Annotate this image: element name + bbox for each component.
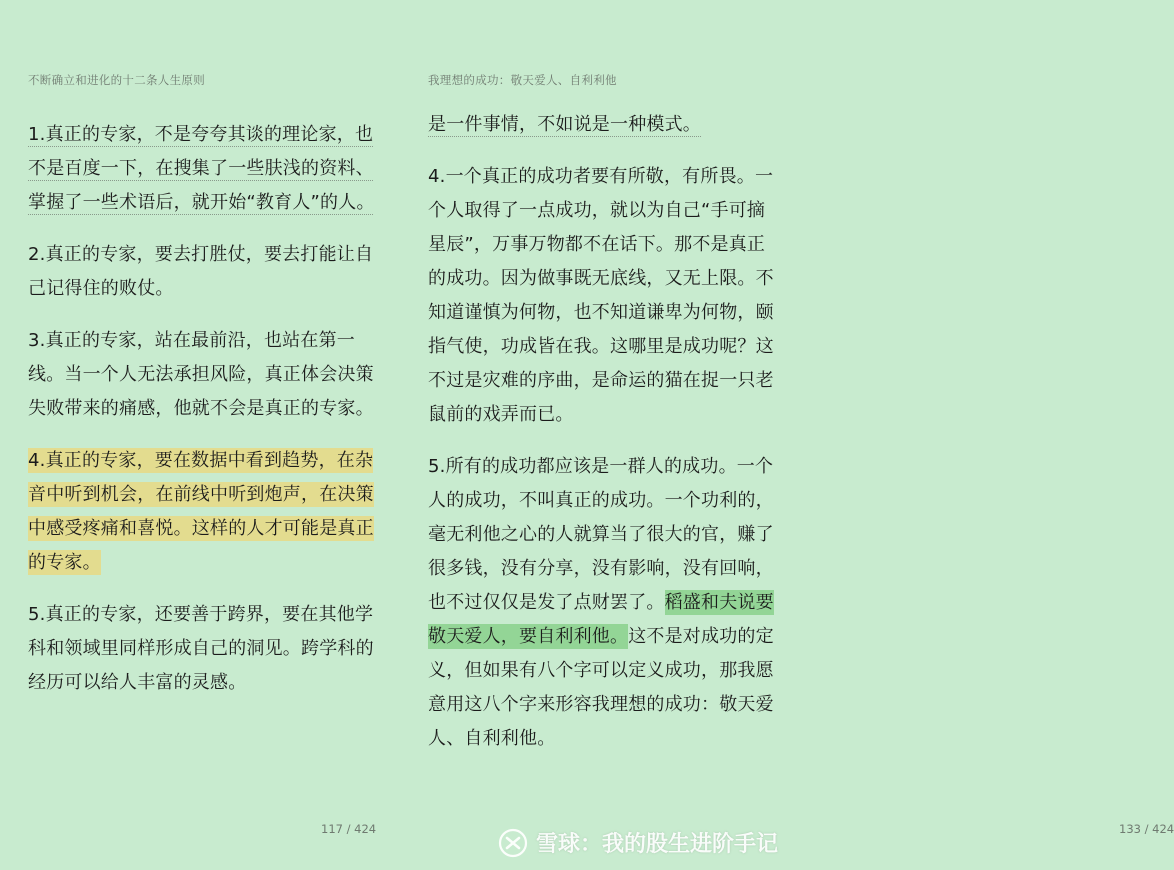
- yellow-highlight[interactable]: 真正的专家，要在数据中看到趋势，在杂音中听到机会，在前线中听到炮声，在决策中感受疼痛和喜悦。这样的人才可能是真正的专家。: [28, 450, 374, 573]
- left-page-number: 117 / 424: [321, 822, 377, 836]
- watermark: [498, 827, 778, 858]
- right-paragraph-5-tail: 不是对成功的定义，但如果有八个字可以定义成功，那我愿意用这八个字来形容我理想的成功：敬天爱人、自利利他。: [428, 626, 774, 749]
- right-page: [400, 0, 1174, 870]
- left-paragraph-5[interactable]: 5.真正的专家，还要善于跨界，要在其他学科和领域里同样形成自己的洞见。跨学科的经历可以给人丰富的灵感。: [28, 604, 374, 693]
- left-paragraph-4[interactable]: [28, 444, 378, 580]
- snowball-logo-icon: [498, 828, 528, 858]
- left-paragraph-2[interactable]: 2.真正的专家，要去打胜仗，要去打能让自己记得住的败仗。: [28, 244, 374, 299]
- left-page: [0, 0, 400, 870]
- watermark-text: 雪球：我的股生进阶手记: [535, 832, 778, 857]
- right-paragraph-continued[interactable]: 是一件事情，不如说是一种模式。: [428, 114, 701, 135]
- right-page-number: 133 / 424: [1119, 822, 1174, 836]
- left-paragraph-3[interactable]: 3.真正的专家，站在最前沿，也站在第一线。当一个人无法承担风险，真正体会决策失败带来的痛感，他就不会是真正的专家。: [28, 330, 374, 419]
- right-body-text: [428, 108, 778, 774]
- right-paragraph-5[interactable]: [428, 450, 778, 756]
- right-paragraph-5-text: 5.所有的成功都应该是一群人的成功。一个人的成功，不叫真正的成功。一个功利的，毫无利他之心的人就算当了很大的官，赚了很多钱，没有分享，没有影响，没有回响，也不过仅仅是发了点财罢了。: [428, 456, 774, 613]
- right-running-header: 我理想的成功：敬天爱人、自利利他: [428, 73, 617, 87]
- left-body-text: [28, 118, 378, 718]
- left-paragraph-1[interactable]: 1.真正的专家，不是夸夸其谈的理论家，也不是百度一下，在搜集了一些肤浅的资料、掌握了一些术语后，就开始“教育人”的人。: [28, 124, 375, 213]
- right-paragraph-4[interactable]: 4.一个真正的成功者要有所敬，有所畏。一个人取得了一点成功，就以为自己“手可摘星辰”，万事万物都不在话下。那不是真正的成功。因为做事既无底线，又无上限。不知道谨慎为何物，也不知道谦卑为何物，颐指气使，功成皆在我。这哪里是成功呢？这不过是灾难的序曲，是命运的猫在捉一只老鼠前的戏弄而已。: [428, 166, 774, 425]
- right-paragraph-5-after-highlight: 这: [628, 626, 647, 647]
- green-highlight[interactable]: 稻盛和夫说要敬天爱人，要自利利他。: [428, 592, 774, 647]
- left-paragraph-4-number: 4.: [28, 450, 46, 471]
- left-running-header: 不断确立和进化的十二条人生原则: [28, 73, 205, 87]
